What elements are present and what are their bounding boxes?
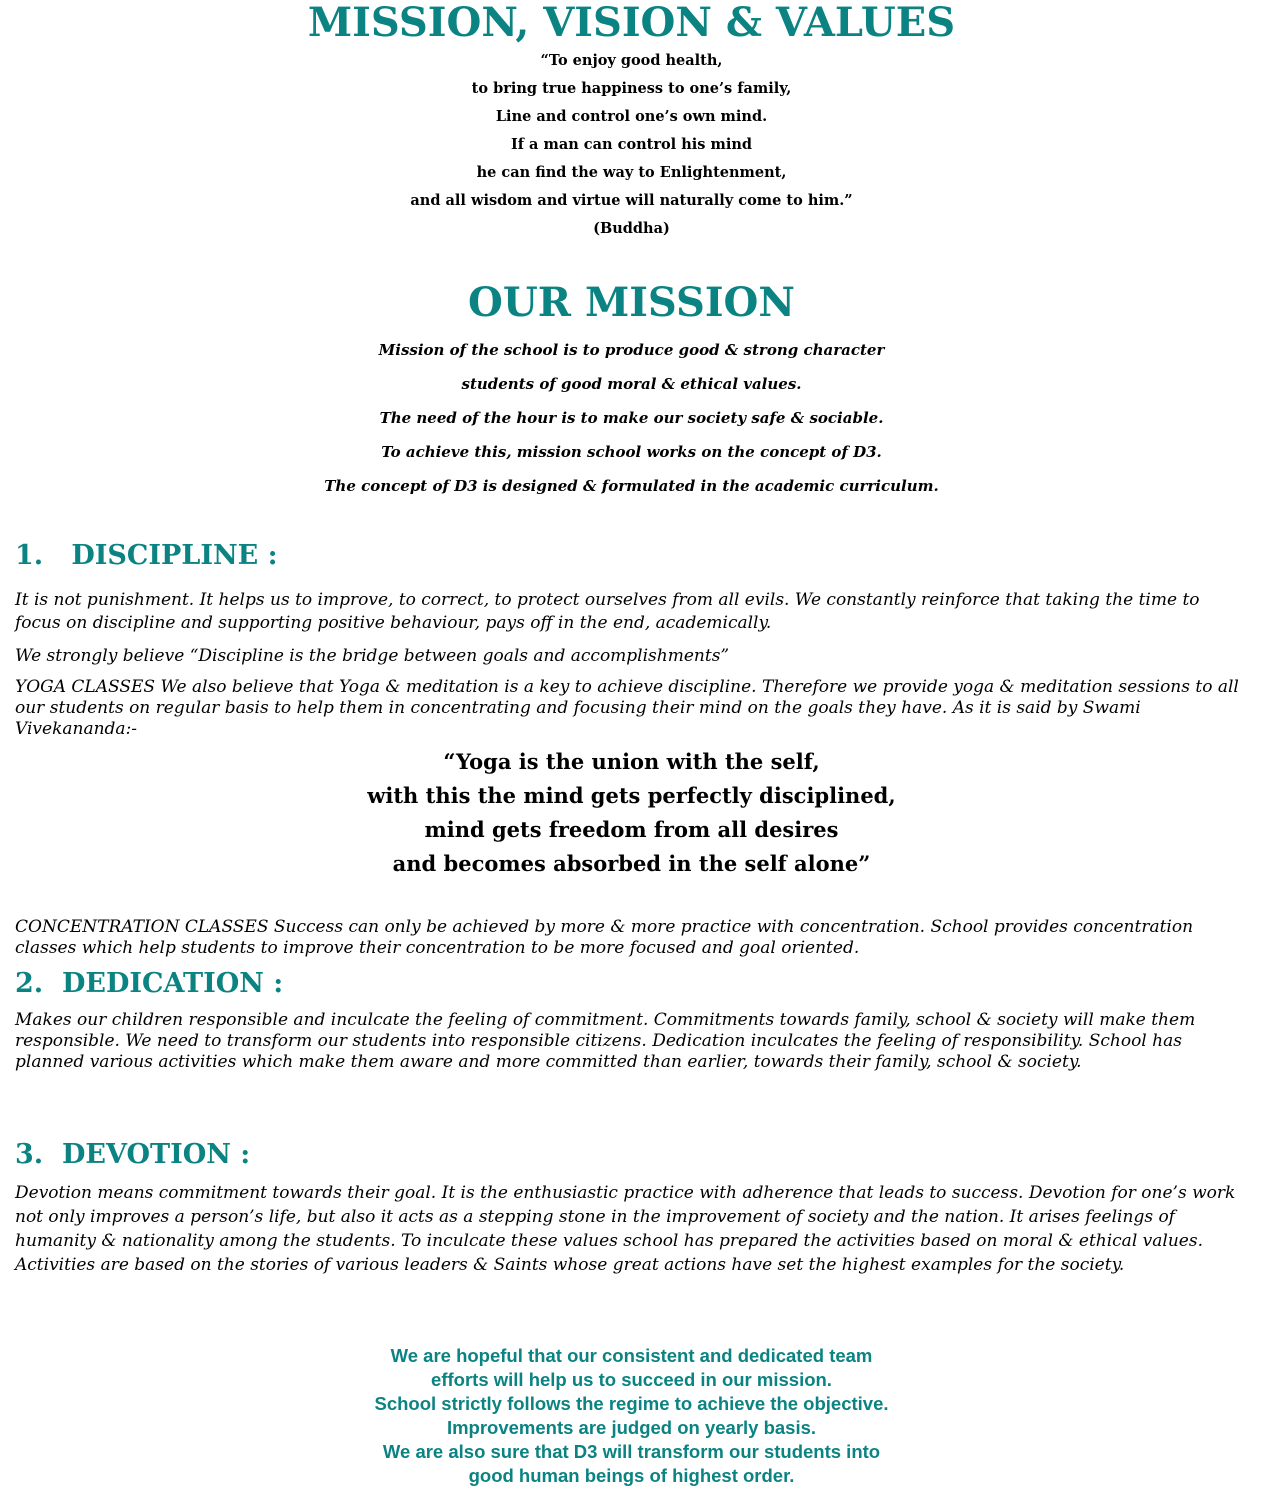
closing-line: We are hopeful that our consistent and dedicated team	[390, 1345, 873, 1366]
quote-attribution: (Buddha)	[593, 220, 670, 237]
yoga-classes-paragraph: YOGA CLASSES We also believe that Yoga & meditation is a key to achieve discipline. Therefore we provide yoga & meditation sessions to all our students on regular basis to help them in concentrating and focusing their mind on the goals they have. As it is said by Swami Vivekananda:-	[15, 677, 1239, 739]
mission-line: students of good moral & ethical values.	[461, 375, 802, 393]
quote-line: Line and control one’s own mind.	[495, 108, 768, 125]
closing-statement	[0, 1344, 1263, 1488]
mission-line: The concept of D3 is designed & formulated in the academic curriculum.	[324, 477, 939, 495]
dedication-heading: 2. DEDICATION :	[15, 968, 284, 999]
closing-line: good human beings of highest order.	[468, 1465, 795, 1486]
discipline-belief: We strongly believe “Discipline is the bridge between goals and accomplishments”	[15, 646, 730, 666]
page-title: MISSION, VISION & VALUES	[307, 0, 956, 46]
yoga-quote-line: “Yoga is the union with the self,	[443, 749, 820, 774]
mission-section	[0, 280, 1263, 326]
dedication-paragraph: Makes our children responsible and inculcate the feeling of commitment. Commitments towards family, school & society will make them responsible. We need to transform our students into responsible citizens. Dedication inculcates the feeling of responsibility. School has planned various activities which make them aware and more committed than earlier, towards their family, school & society.	[15, 1010, 1196, 1072]
quote-line: If a man can control his mind	[510, 136, 753, 153]
devotion-heading: 3. DEVOTION :	[15, 1139, 251, 1170]
closing-line: efforts will help us to succeed in our mission.	[431, 1369, 832, 1390]
closing-line: Improvements are judged on yearly basis.	[446, 1417, 817, 1438]
buddha-quote	[0, 47, 1263, 243]
mission-line: Mission of the school is to produce good & strong character	[378, 341, 885, 359]
closing-line: We are also sure that D3 will transform our students into	[382, 1441, 881, 1462]
yoga-quote-line: and becomes absorbed in the self alone”	[392, 851, 871, 876]
devotion-paragraph: Devotion means commitment towards their goal. It is the enthusiastic practice with adherence that leads to success. Devotion for one’s work not only improves a person’s life, but also it acts as a stepping stone in the improvement of society and the nation. It arises feelings of humanity & nationality among the students. To inculcate these values school has prepared the activities based on moral & ethical values. Activities are based on the stories of various leaders & Saints whose great actions have set the highest examples for the society.	[15, 1183, 1236, 1275]
yoga-quote-line: with this the mind gets perfectly disciplined,	[367, 783, 896, 808]
mission-line: The need of the hour is to make our society safe & sociable.	[379, 409, 884, 427]
closing-line: School strictly follows the regime to achieve the objective.	[374, 1393, 889, 1414]
mission-title: OUR MISSION	[468, 279, 795, 326]
quote-line: he can find the way to Enlightenment,	[476, 164, 787, 181]
quote-line: and all wisdom and virtue will naturally come to him.”	[410, 192, 853, 209]
yoga-quote-line: mind gets freedom from all desires	[424, 817, 839, 842]
quote-line: to bring true happiness to one’s family,	[471, 80, 792, 97]
quote-line: “To enjoy good health,	[540, 52, 723, 69]
discipline-paragraph: It is not punishment. It helps us to improve, to correct, to protect ourselves from all evils. We constantly reinforce that taking the time to focus on discipline and supporting positive behaviour, pays off in the end, academically.	[15, 590, 1200, 633]
mission-statement	[0, 333, 1263, 503]
concentration-classes-paragraph: CONCENTRATION CLASSES Success can only be achieved by more & more practice with concentration. School provides concentration classes which help students to improve their concentration to be more focused and goal oriented.	[15, 917, 1194, 958]
discipline-heading: 1. DISCIPLINE :	[15, 540, 278, 571]
header-section	[0, 0, 1263, 46]
mission-line: To achieve this, mission school works on the concept of D3.	[381, 443, 882, 461]
vivekananda-quote	[0, 745, 1263, 881]
